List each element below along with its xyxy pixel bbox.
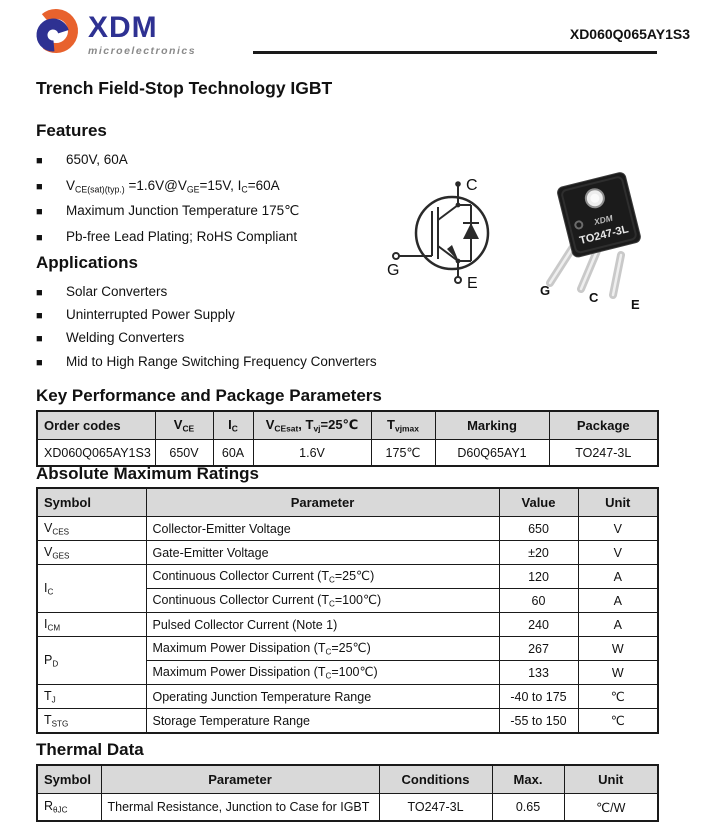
- table-cell: Maximum Power Dissipation $(T_C=25℃)$: [146, 637, 499, 661]
- table-cell: 60A: [213, 440, 253, 467]
- table-cell: 240: [499, 613, 578, 637]
- column-header: Max.: [492, 765, 564, 794]
- abs-max-ratings-table: [36, 487, 659, 734]
- list-item: [36, 284, 426, 307]
- column-header: $V_{CE}$: [155, 411, 213, 440]
- feature-text: Maximum Junction Temperature 175℃: [66, 203, 300, 218]
- emitter-label: E: [467, 275, 478, 292]
- table-row: [37, 440, 658, 467]
- pin-label-e: E: [631, 297, 640, 312]
- table-cell: Pulsed Collector Current (Note 1): [146, 613, 499, 637]
- table-cell: A: [578, 613, 658, 637]
- features-list: [36, 152, 396, 254]
- igbt-circuit-symbol: [383, 163, 509, 308]
- xdm-logo: [28, 5, 196, 61]
- pin-label-g: G: [540, 283, 551, 298]
- table-header-row: [37, 765, 658, 794]
- table-row: [37, 637, 658, 661]
- table-cell: 650V: [155, 440, 213, 467]
- pin-label-c: C: [589, 290, 599, 305]
- list-item: [36, 229, 396, 255]
- table-row: [37, 709, 658, 734]
- table-cell: 267: [499, 637, 578, 661]
- application-text: Welding Converters: [66, 330, 185, 346]
- feature-text: $V_{CE(sat)(typ.)}$ $=1.6V@V_{GE}=15V$, $I_C=60A$: [66, 177, 280, 194]
- column-header: Value: [499, 488, 578, 517]
- gate-label: G: [387, 262, 400, 279]
- table-cell: D60Q65AY1: [435, 440, 549, 467]
- bullet-square-icon: ■: [36, 155, 43, 167]
- column-header: Marking: [435, 411, 549, 440]
- brand-tagline: microelectronics: [88, 45, 197, 57]
- table-row: [37, 541, 658, 565]
- column-header: Symbol: [37, 765, 101, 794]
- application-text: Solar Converters: [66, 284, 168, 299]
- table-cell: 0.65: [492, 794, 564, 822]
- bullet-square-icon: ■: [36, 333, 43, 346]
- list-item: [36, 354, 426, 377]
- abs-max-ratings-heading: Absolute Maximum Ratings: [36, 464, 259, 483]
- bullet-square-icon: ■: [36, 287, 43, 299]
- thermal-data-heading: Thermal Data: [36, 740, 144, 759]
- list-item: [36, 203, 396, 229]
- collector-label: C: [466, 177, 478, 194]
- table-header-row: [37, 488, 658, 517]
- table-cell: 1.6V: [253, 440, 371, 467]
- feature-text: Pb-free Lead Plating; RoHS Compliant: [66, 228, 298, 244]
- table-cell: Continuous Collector Current $(T_C=100℃)$: [146, 589, 499, 613]
- table-cell: -55 to 150: [499, 709, 578, 734]
- thermal-data-table: [36, 764, 659, 822]
- list-item: [36, 178, 396, 204]
- table-cell: $T_J$: [37, 685, 146, 709]
- column-header: $I_C$: [213, 411, 253, 440]
- table-cell: XD060Q065AY1S3: [37, 440, 155, 467]
- table-cell: A: [578, 565, 658, 589]
- key-performance-table: [36, 410, 659, 467]
- application-text: Uninterrupted Power Supply: [66, 307, 235, 323]
- column-header: Parameter: [146, 488, 499, 517]
- table-cell: $I_C$: [37, 565, 146, 613]
- table-cell: Continuous Collector Current $(T_C=25℃)$: [146, 565, 499, 589]
- package-body: [556, 171, 641, 258]
- table-cell: $V_{CES}$: [37, 517, 146, 541]
- bullet-square-icon: ■: [36, 231, 43, 244]
- features-section: [36, 121, 396, 254]
- table-cell: $V_{GES}$: [37, 541, 146, 565]
- table-cell: 120: [499, 565, 578, 589]
- table-cell: TO247-3L: [379, 794, 492, 822]
- xdm-swirl-icon: [28, 5, 84, 61]
- table-cell: W: [578, 637, 658, 661]
- column-header: Parameter: [101, 765, 379, 794]
- bullet-square-icon: ■: [36, 356, 43, 369]
- package-marking: TO247-3L: [578, 223, 630, 247]
- table-cell: V: [578, 517, 658, 541]
- list-item: [36, 307, 426, 330]
- table-cell: $I_{CM}$: [37, 613, 146, 637]
- table-row: [37, 685, 658, 709]
- brand-name: XDM: [88, 11, 158, 44]
- column-header: Order codes: [37, 411, 155, 440]
- table-cell: Maximum Power Dissipation $(T_C=100℃)$: [146, 661, 499, 685]
- column-header: Unit: [578, 488, 658, 517]
- features-heading: Features: [36, 121, 107, 140]
- list-item: [36, 330, 426, 353]
- table-cell: A: [578, 589, 658, 613]
- bullet-square-icon: ■: [36, 180, 43, 193]
- table-row: [37, 517, 658, 541]
- feature-text: 650V, 60A: [66, 152, 128, 167]
- table-row: [37, 565, 658, 589]
- list-item: [36, 152, 396, 178]
- table-cell: V: [578, 541, 658, 565]
- column-header: Package: [549, 411, 658, 440]
- application-text: Mid to High Range Switching Frequency Converters: [66, 353, 377, 369]
- table-cell: Collector-Emitter Voltage: [146, 517, 499, 541]
- table-cell: -40 to 175: [499, 685, 578, 709]
- table-cell: $T_{STG}$: [37, 709, 146, 734]
- package-photo-to247: [540, 165, 700, 313]
- table-cell: ℃/W: [564, 794, 658, 822]
- table-cell: ℃: [578, 685, 658, 709]
- table-cell: $P_D$: [37, 637, 146, 685]
- bullet-square-icon: ■: [36, 206, 43, 218]
- column-header: Conditions: [379, 765, 492, 794]
- column-header: $T_{vjmax}$: [371, 411, 435, 440]
- table-row: [37, 794, 658, 822]
- key-performance-heading: Key Performance and Package Parameters: [36, 386, 382, 405]
- applications-heading: Applications: [36, 253, 139, 272]
- applications-section: [36, 253, 426, 377]
- table-header-row: [37, 411, 658, 440]
- table-cell: 175℃: [371, 440, 435, 467]
- table-cell: ±20: [499, 541, 578, 565]
- table-cell: Thermal Resistance, Junction to Case for IGBT: [101, 794, 379, 822]
- table-cell: TO247-3L: [549, 440, 658, 467]
- column-header: Symbol: [37, 488, 146, 517]
- column-header: Unit: [564, 765, 658, 794]
- table-cell: 133: [499, 661, 578, 685]
- table-cell: ℃: [578, 709, 658, 734]
- package-brand-marking: XDM: [592, 212, 614, 227]
- table-cell: Gate-Emitter Voltage: [146, 541, 499, 565]
- header-divider: [253, 51, 657, 54]
- table-cell: W: [578, 661, 658, 685]
- table-cell: 650: [499, 517, 578, 541]
- part-number: XD060Q065AY1S3: [569, 26, 690, 42]
- applications-list: [36, 284, 426, 377]
- table-cell: $R_{\theta JC}$: [37, 794, 101, 822]
- column-header: $V_{CEsat}$, $T_{vj}=25℃$: [253, 411, 371, 440]
- bullet-square-icon: ■: [36, 310, 43, 323]
- table-cell: Storage Temperature Range: [146, 709, 499, 734]
- page-title: Trench Field-Stop Technology IGBT: [36, 78, 333, 98]
- table-cell: Operating Junction Temperature Range: [146, 685, 499, 709]
- table-cell: 60: [499, 589, 578, 613]
- table-row: [37, 613, 658, 637]
